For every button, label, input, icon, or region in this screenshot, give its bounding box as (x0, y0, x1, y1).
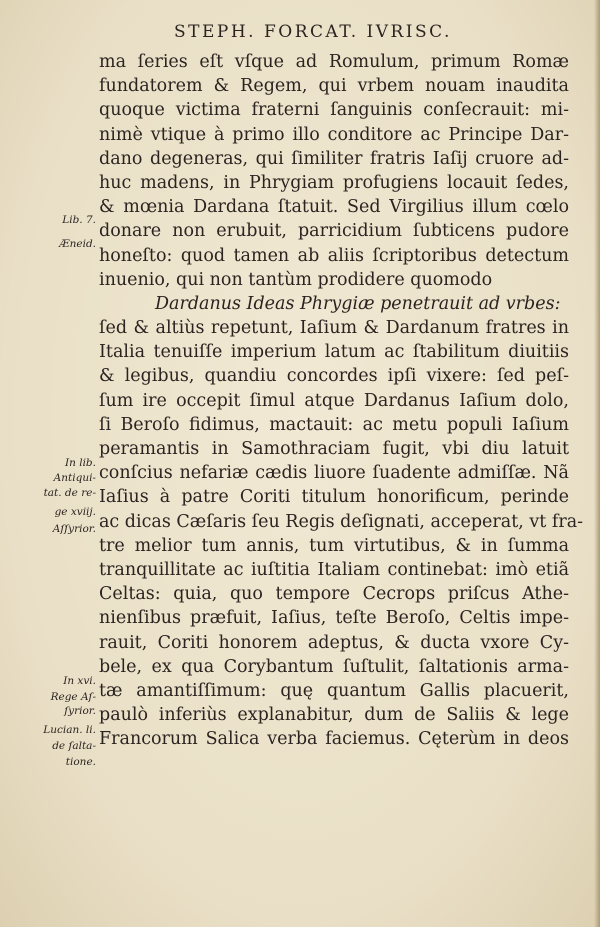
text-line: fundatorem & Regem, qui vrbem nouam inaudita (99, 76, 569, 97)
text-line: Francorum Salica verba faciemus. Cęterùm in deos (99, 729, 569, 750)
text-line: tæ amantiſſimum: quę quantum Gallis placuerit, (99, 680, 569, 701)
text-line: ſi Beroſo fidimus, mactauit: ac metu populi Iaſium (99, 414, 569, 435)
text-line: huc madens, in Phrygiam profugiens locauit ſedes, (99, 172, 569, 193)
text-line: Iaſius à patre Coriti titulum honorificum, perinde (99, 487, 569, 508)
text-line: bele, ex qua Corybantum ſuſtulit, ſaltationis arma- (99, 656, 569, 677)
page-edge-shadow (594, 0, 600, 927)
text-line: tranquillitate ac iuſtitia Italiam continebat: imò etiã (99, 559, 569, 580)
margin-note: Æneid. (59, 238, 96, 250)
margin-note: Lucian. li. (43, 724, 96, 736)
text-line: dano degeneras, qui ſimiliter fratris Iaſij cruore ad- (99, 148, 569, 169)
text-line: honeſto: quod tamen ab aliis ſcriptoribus detectum (99, 245, 569, 266)
text-line: ac dicas Cæſaris ſeu Regis deſignati, acceperat, vt fra- (99, 511, 584, 532)
text-line: Celtas: quia, quo tempore Cecrops priſcus Athe- (99, 584, 569, 605)
text-line: ſum ire occepit ſimul atque Dardanus Iaſium dolo, (99, 390, 569, 411)
text-line: conſcius nefariæ cædis liuore ſuadente admiſſæ. Nã (99, 463, 569, 484)
text-line: paulò inferiùs explanabitur, dum de Saliis & lege (99, 705, 569, 726)
margin-note: Antiqui- (53, 472, 96, 484)
verse-quotation: Dardanus Ideas Phrygiæ penetrauit ad vrbes: (155, 293, 561, 314)
margin-note: tat. de re- (43, 487, 96, 499)
text-line: tre melior tum annis, tum virtutibus, & in ſumma (99, 535, 569, 556)
running-head: STEPH. FORCAT. IVRISC. (174, 22, 452, 42)
margin-note: de ſalta- (52, 740, 96, 752)
text-line: ſed & altiùs repetunt, Iaſium & Dardanum fratres in (99, 318, 569, 339)
margin-note: In xvi. (63, 675, 96, 687)
margin-note: In lib. (64, 457, 96, 469)
text-line: & legibus, quandiu concordes ipſi vixere: ſed peſ- (99, 366, 569, 387)
text-line: ma ſeries eſt vſque ad Romulum, primum Romæ (99, 52, 569, 72)
text-line: nienſibus præfuit, Iaſius, teſte Beroſo, Celtis impe- (99, 608, 569, 629)
body-text (99, 50, 584, 751)
margin-note: ſyrior. (64, 705, 96, 717)
text-line: quoque victima fraterni ſanguinis conſecrauit: mi- (99, 100, 569, 121)
text-line: Italia tenuiſſe imperium latum ac ſtabilitum diuitiis (99, 342, 569, 363)
text-line: rauit, Coriti honorem adeptus, & ducta vxore Cy- (99, 632, 569, 653)
margin-note: Lib. 7. (62, 214, 96, 226)
text-line: & mœnia Dardana ſtatuit. Sed Virgilius illum cœlo (99, 197, 569, 218)
margin-note: Rege Aſ- (50, 691, 96, 703)
text-line: inuenio, qui non tantùm prodidere quomodo (99, 269, 493, 290)
text-line: peramantis in Samothraciam fugit, vbi diu latuit (99, 439, 569, 459)
margin-note: Aſſyrior. (52, 523, 96, 535)
margin-note: tione. (65, 756, 96, 768)
text-line: donare non erubuit, parricidium ſubticens pudore (99, 221, 569, 242)
margin-note: ge xviij. (54, 506, 96, 518)
text-line: nimè vtique à primo illo conditore ac Principe Dar- (99, 124, 569, 145)
